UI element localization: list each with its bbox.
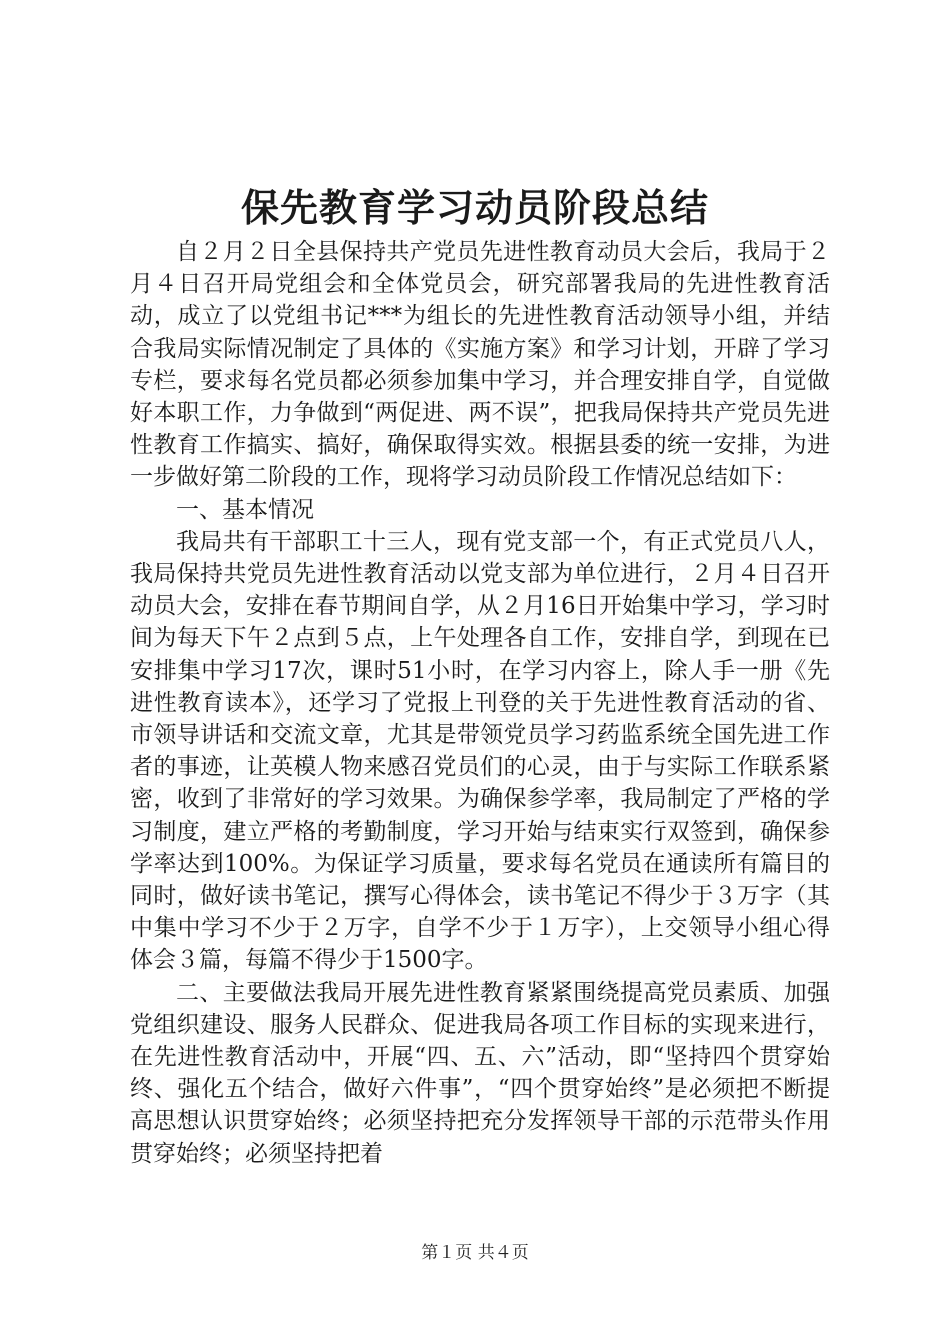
page-number-footer: 第１页 共４页 (421, 1243, 529, 1263)
document-body (130, 236, 830, 1170)
section-heading-basic-situation: 一、基本情况 (176, 496, 314, 523)
intro-paragraph: 自２月２日全县保持共产党员先进性教育动员大会后，我局于２月４日召开局党组会和全体党员会，研究部署我局的先进性教育活动，成立了以党组书记***为组长的先进性教育活动领导小组，并结合我局实际情况制定了具体的《实施方案》和学习计划，开辟了学习专栏，要求每名党员都必须参加集中学习，并合理安排自学，自觉做好本职工作，力争做到“两促进、两不误”，把我局保持共产党员先进性教育工作搞实、搞好，确保取得实效。根据县委的统一安排，为进一步做好第二阶段的工作，现将学习动员阶段工作情况总结如下： (130, 239, 830, 491)
basic-situation-paragraph: 我局共有干部职工十三人，现有党支部一个，有正式党员八人，我局保持共党员先进性教育活动以党支部为单位进行，２月４日召开动员大会，安排在春节期间自学，从２月16日开始集中学习，学习时间为每天下午２点到５点，上午处理各自工作，安排自学，到现在已安排集中学习17次，课时51小时，在学习内容上，除人手一册《先进性教育读本》，还学习了党报上刊登的关于先进性教育活动的省、市领导讲话和交流文章，尤其是带领党员学习药监系统全国先进工作者的事迹，让英模人物来感召党员们的心灵，由于与实际工作联系紧密，收到了非常好的学习效果。为确保参学率，我局制定了严格的学习制度，建立严格的考勤制度，学习开始与结束实行双签到，确保参学率达到100%。为保证学习质量，要求每名党员在通读所有篇目的同时，做好读书笔记，撰写心得体会，读书笔记不得少于３万字（其中集中学习不少于２万字，自学不少于１万字），上交领导小组心得体会３篇，每篇不得少于1500字。 (130, 528, 830, 974)
document-title: 保先教育学习动员阶段总结 (240, 185, 709, 230)
main-practices-paragraph: 二、主要做法我局开展先进性教育紧紧围绕提高党员素质、加强党组织建设、服务人民群众、促进我局各项工作目标的实现来进行，在先进性教育活动中，开展“四、五、六”活动，即“坚持四个贯穿始终、强化五个结合，做好六件事”，“四个贯穿始终”是必须把不断提高思想认识贯穿始终；必须坚持把充分发挥领导干部的示范带头作用贯穿始终；必须坚持把着 (130, 979, 830, 1167)
